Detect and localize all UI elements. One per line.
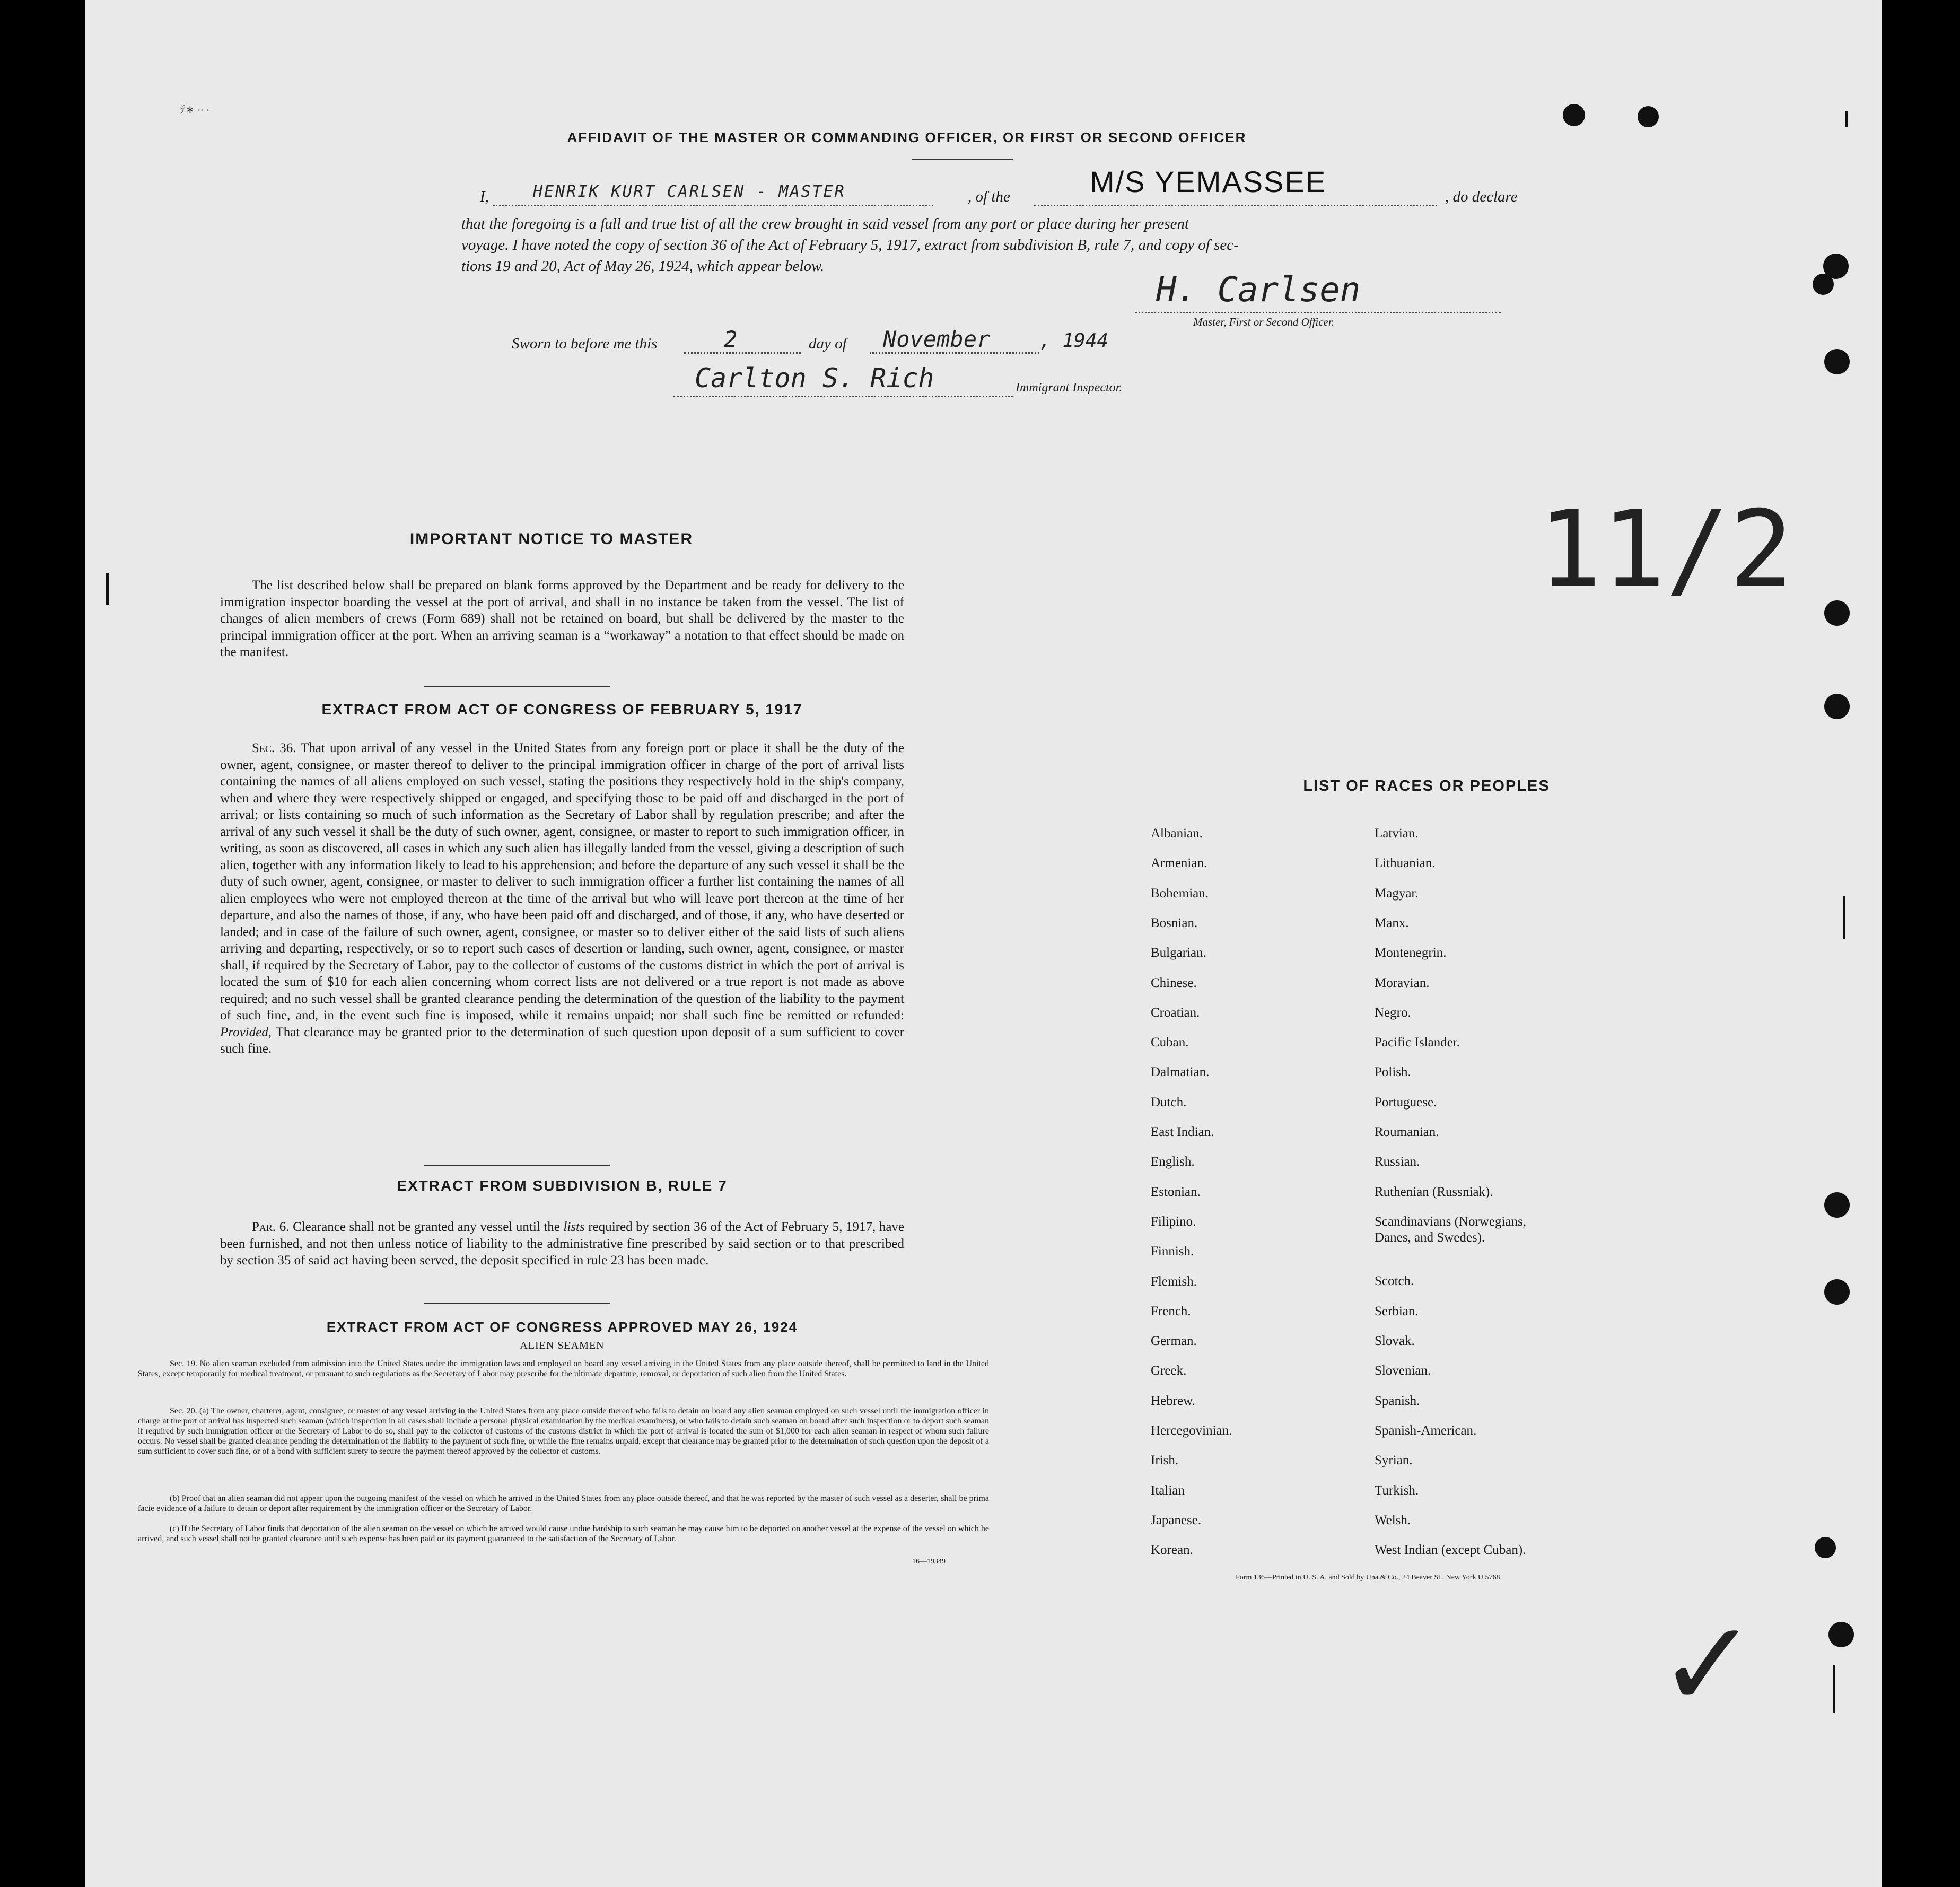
form-code: 16—19349 xyxy=(912,1558,946,1566)
sworn-day: 2 xyxy=(724,326,738,352)
race-item: Negro. xyxy=(1375,1006,1411,1020)
race-item: Scandinavians (Norwegians, Danes, and Swedes). xyxy=(1375,1215,1527,1245)
section-divider-3 xyxy=(424,1303,610,1304)
check-mark-annotation: ✓ xyxy=(1665,1580,1748,1741)
race-item: Bulgarian. xyxy=(1151,946,1206,960)
affidavit-line-2: that the foregoing is a full and true list of all the crew brought in said vessel from any port or place during her present xyxy=(461,215,1189,232)
race-item: Estonian. xyxy=(1151,1185,1201,1199)
do-declare-label: , do declare xyxy=(1445,188,1518,205)
sworn-prefix: Sworn to before me this xyxy=(512,335,658,352)
race-item: Slovenian. xyxy=(1375,1364,1431,1378)
race-item: Lithuanian. xyxy=(1375,856,1436,870)
of-the-label: , of the xyxy=(968,188,1010,205)
race-item: Portuguese. xyxy=(1375,1095,1437,1110)
alien-seamen-subtitle: ALIEN SEAMEN xyxy=(520,1340,605,1351)
extract-1917-title: EXTRACT FROM ACT OF CONGRESS OF FEBRUARY 5, 1917 xyxy=(321,701,803,718)
race-item: Spanish-American. xyxy=(1375,1423,1477,1438)
race-item: Polish. xyxy=(1375,1065,1411,1079)
inspector-caption: Immigrant Inspector. xyxy=(1016,381,1123,395)
race-item: Bosnian. xyxy=(1151,916,1198,930)
title-divider xyxy=(912,159,1013,160)
race-item: Russian. xyxy=(1375,1155,1420,1169)
provided-label: Provided, xyxy=(220,1025,272,1039)
master-signature: H. Carlsen xyxy=(1156,270,1361,310)
race-item: Armenian. xyxy=(1151,856,1208,870)
race-item: Bohemian. xyxy=(1151,886,1209,901)
races-title: LIST OF RACES OR PEOPLES xyxy=(1303,777,1550,794)
affidavit-line-3: voyage. I have noted the copy of section 36 of the Act of February 5, 1917, extract from subdivision B, rule 7, and copy of sec- xyxy=(461,237,1239,254)
punch-hole xyxy=(1813,274,1834,295)
race-item: Manx. xyxy=(1375,916,1409,930)
document-page xyxy=(85,0,1882,1887)
punch-hole xyxy=(1824,600,1850,626)
punch-hole xyxy=(1828,1622,1854,1647)
punch-hole xyxy=(1824,349,1850,374)
race-item: Spanish. xyxy=(1375,1394,1420,1408)
corner-mark: ﾃ∗ ∙∙ ∙ xyxy=(180,104,209,116)
master-signature-caption: Master, First or Second Officer. xyxy=(1193,316,1334,328)
sec-20c-paragraph: (c) If the Secretary of Labor finds that deportation of the alien seaman on the vessel on which he arrived would cause undue hardship to such seaman he may cause him to be deported on another vessel at the expense of the vessel on which he arrived, and such vessel shall not be granted clearance until such expense has been paid or its payment guaranteed to the satisfaction of the Secretary of Labor. xyxy=(138,1524,989,1543)
race-item: Chinese. xyxy=(1151,976,1197,990)
sec-36-text: That upon arrival of any vessel in the United States from any foreign port or place it shall be the duty of the owner, agent, consignee, or master thereof to deliver to the principal immigration officer in charge of the port of arrival lists containing the names of all aliens employed on such vessel, stating the positions they respectively hold in the ship's company, when and where they were respectively shipped or engaged, and specifying those to be paid off and discharged in the port of arrival; or lists containing so much of such information as the Secretary of Labor shall by regulation prescribe; and after the arrival of any such vessel it shall be the duty of such owner, agent, consignee, or master to report to such immigration officer, in writing, as soon as discovered, all cases in which any such alien has illegally landed from the vessel, giving a description of such alien, together with any information likely to lead to his apprehension; and before the departure of any such vessel it shall be the duty of such owner, agent, consignee, or master to deliver to such immigration officer a further list containing the names of all alien employees who were not employed thereon at the time of the arrival but who will leave port thereon at the time of her departure, and also the names of those, if any, who have been paid off and discharged, and of those, if any, who have deserted or landed; and in case of the failure of such owner, agent, consignee, or master so to deliver either of the said lists of such aliens arriving and departing, respectively, or so to report such cases of desertion or landing, such owner, agent, consignee, or master shall, if required by the Secretary of Labor, pay to the collector of customs of the customs district in which the port of arrival is located the sum of $10 for each alien concerning whom correct lists are not delivered or a true report is not made as above required; and no such vessel shall be granted clearance pending the determination of the question of the liability to the payment of such fine, and, in the event such fine is imposed, while it remains unpaid; nor shall such fine be remitted or refunded: xyxy=(220,741,904,1023)
race-item: Dutch. xyxy=(1151,1095,1187,1110)
race-item: Roumanian. xyxy=(1375,1125,1439,1139)
punch-hole xyxy=(1638,106,1659,127)
race-item: Irish. xyxy=(1151,1453,1179,1467)
race-item: Japanese. xyxy=(1151,1513,1202,1527)
scan-mark xyxy=(1833,1665,1835,1713)
punch-hole xyxy=(1824,694,1850,719)
extract-1924-title: EXTRACT FROM ACT OF CONGRESS APPROVED MAY 26, 1924 xyxy=(326,1319,798,1335)
page-note-annotation: 11/2 xyxy=(1538,488,1793,611)
race-item: French. xyxy=(1151,1304,1191,1318)
race-item: East Indian. xyxy=(1151,1125,1214,1139)
race-item: German. xyxy=(1151,1334,1197,1348)
sec-19-paragraph xyxy=(138,1359,989,1379)
extract-1917-body xyxy=(220,740,904,1058)
race-item: Cuban. xyxy=(1151,1035,1189,1050)
race-item: Greek. xyxy=(1151,1364,1187,1378)
race-item: Magyar. xyxy=(1375,886,1419,901)
notice-body: The list described below shall be prepared on blank forms approved by the Department and be ready for delivery to the immigration inspector boarding the vessel at the port of arrival, and shall in no instance be taken from the vessel. The list of changes of alien members of crews (Form 689) shall not be retained on board, but shall be delivered by the master to the principal immigration officer at the port. When an arriving seaman is a “workaway” a notation to that effect should be made on the manifest. xyxy=(220,578,904,659)
race-item: Hebrew. xyxy=(1151,1394,1195,1408)
sec-36-text-end: That clearance may be granted prior to the determination of such question upon deposit of a sum sufficient to cover such fine. xyxy=(220,1025,904,1056)
race-item: Welsh. xyxy=(1375,1513,1411,1527)
sec-19-text: No alien seaman excluded from admission into the United States under the immigration laws and employed on board any vessel arriving in the United States from any place outside thereof, shall be permitted to land in the United States, except temporarily for medical treatment, or pursuant to such regulations as the Secretary of Labor may prescribe for the ultimate departure, removal, or deportation of such alien from the United States. xyxy=(138,1359,989,1378)
par-6-label: Par. 6. xyxy=(252,1220,290,1234)
race-item: Flemish. xyxy=(1151,1274,1197,1289)
punch-hole xyxy=(1824,1192,1850,1218)
sec-36-label: Sec. 36. xyxy=(252,741,296,755)
sec-20a-text: (a) The owner, charterer, agent, consignee, or master of any vessel arriving in the United States from any place outside thereof who fails to detain on board any alien seaman employed on such vessel until the immigration officer in charge at the port of arrival has inspected such seaman (which inspection in all cases shall include a personal physical examination by the medical examiners), or who fails to detain such seaman on board after such inspection or to deport such seaman if required by such immigration officer or the Secretary of Labor to do so, shall pay to the collector of customs of the customs district in which the port of arrival is located the sum of $1,000 for each alien seaman in respect of whom such failure occurs. No vessel shall be granted clearance pending the determination of the liability to the payment of such fine, or while the fine remains unpaid, except that clearance may be granted prior to the determination of such question upon the deposit of a sum sufficient to cover such fine, or of a bond with sufficient surety to secure the payment thereof approved by the collector of customs. xyxy=(138,1406,990,1456)
punch-hole xyxy=(1563,104,1585,126)
extract-rule7-body xyxy=(220,1219,904,1269)
race-item: Syrian. xyxy=(1375,1453,1413,1467)
race-item: Pacific Islander. xyxy=(1375,1035,1460,1050)
par-6-text-a: Clearance shall not be granted any vessel until the xyxy=(293,1220,560,1234)
section-divider-1 xyxy=(424,686,610,687)
race-item: Filipino. xyxy=(1151,1215,1196,1229)
race-item: Dalmatian. xyxy=(1151,1065,1210,1079)
sec-20b-paragraph: (b) Proof that an alien seaman did not appear upon the outgoing manifest of the vessel on which he arrived in the United States from any place outside thereof, and that he was reported by the master of such vessel as a deserter, shall be prima facie evidence of a failure to detain or deport after requirement by the immigration officer or the Secretary of Labor. xyxy=(138,1494,989,1513)
affidavit-line-4: tions 19 and 20, Act of May 26, 1924, which appear below. xyxy=(461,258,825,275)
vessel-name: M/S YEMASSEE xyxy=(1090,165,1327,198)
affidavit-title: AFFIDAVIT OF THE MASTER OR COMMANDING OFFICER, OR FIRST OR SECOND OFFICER xyxy=(567,129,1247,145)
race-item: Slovak. xyxy=(1375,1334,1415,1348)
race-item: Hercegovinian. xyxy=(1151,1423,1232,1438)
race-item: Finnish. xyxy=(1151,1244,1194,1259)
race-item: Croatian. xyxy=(1151,1006,1200,1020)
form-footer-note: Form 136—Printed in U. S. A. and Sold by Una & Co., 24 Beaver St., New York U 5768 xyxy=(1236,1574,1500,1582)
extract-rule7-title: EXTRACT FROM SUBDIVISION B, RULE 7 xyxy=(397,1177,728,1194)
sworn-day-line xyxy=(684,333,801,354)
sec-20a-paragraph xyxy=(138,1406,989,1456)
section-divider-2 xyxy=(424,1165,610,1166)
par-6-text-b: required by section 36 of the Act of February 5, 1917, have been furnished, and not then unless notice of liability to the administrative fine prescribed by said section or to that prescribed by section 35 of said act having been served, the deposit specified in rule 23 has been made. xyxy=(220,1220,905,1268)
sworn-year: , 1944 xyxy=(1039,330,1109,352)
race-item: Latvian. xyxy=(1375,826,1419,841)
sec-20-label: Sec. 20. xyxy=(170,1406,197,1416)
punch-hole xyxy=(1815,1537,1836,1558)
scan-mark xyxy=(1845,111,1848,127)
race-item: West Indian (except Cuban). xyxy=(1375,1543,1526,1557)
race-item: Scotch. xyxy=(1375,1274,1414,1288)
notice-title: IMPORTANT NOTICE TO MASTER xyxy=(409,530,694,548)
race-item: English. xyxy=(1151,1155,1195,1169)
race-item: Montenegrin. xyxy=(1375,946,1447,960)
punch-hole xyxy=(1824,1279,1850,1305)
sec-19-label: Sec. 19. xyxy=(170,1359,197,1368)
race-item: Serbian. xyxy=(1375,1304,1419,1318)
scan-mark xyxy=(1843,896,1845,939)
sworn-month: November xyxy=(883,326,991,352)
race-item: Turkish. xyxy=(1375,1483,1419,1498)
race-item: Moravian. xyxy=(1375,976,1430,990)
affidavit-prefix: I, xyxy=(480,188,489,205)
race-item: Albanian. xyxy=(1151,826,1203,841)
day-of-label: day of xyxy=(809,335,847,352)
race-item: Korean. xyxy=(1151,1543,1193,1557)
lists-word: lists xyxy=(563,1220,585,1234)
scan-mark xyxy=(106,573,109,605)
race-item: Ruthenian (Russniak). xyxy=(1375,1185,1493,1199)
race-item: Italian xyxy=(1151,1483,1185,1498)
declarant-name: HENRIK KURT CARLSEN - MASTER xyxy=(533,182,846,201)
inspector-signature: Carlton S. Rich xyxy=(695,363,934,394)
